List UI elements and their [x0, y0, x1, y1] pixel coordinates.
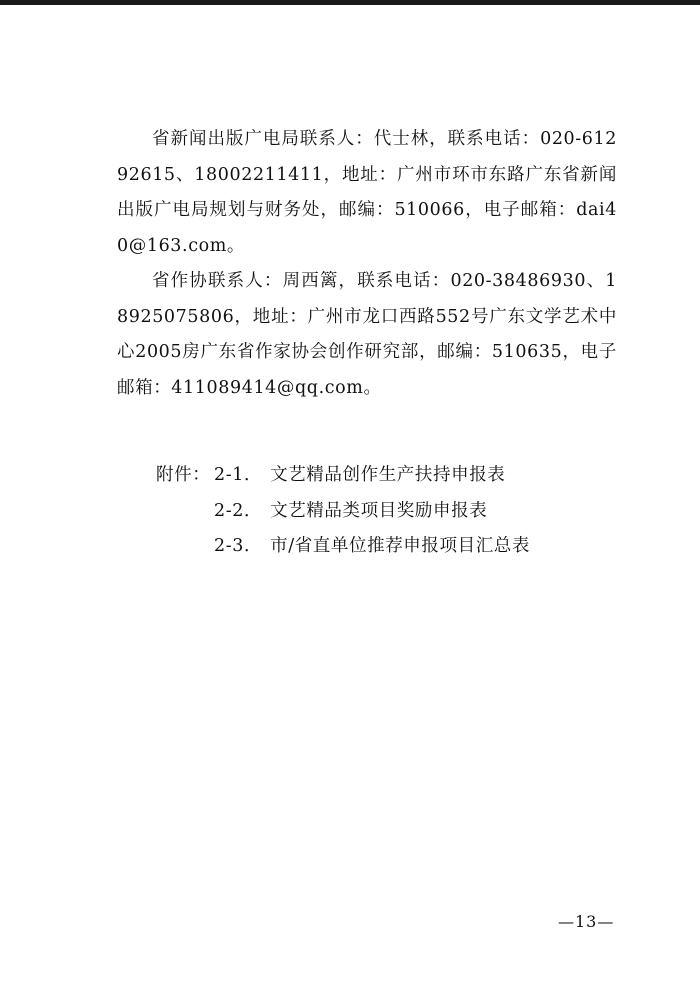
- attachment-item: [156, 494, 616, 530]
- attachment-item: [156, 458, 616, 494]
- attachment-title: 文艺精品创作生产扶持申报表: [270, 465, 506, 485]
- top-border-rule: [0, 0, 700, 5]
- attachment-code: 2-2．: [214, 500, 263, 521]
- attachment-item: [156, 529, 616, 565]
- press-bureau-contact-paragraph: 省新闻出版广电局联系人：代士林，联系电话：020-61292615、18002211411，地址：广州市环市东路广东省新闻出版广电局规划与财务处，邮编：510066，电子邮箱：dai40@163.com。: [117, 129, 617, 256]
- page-number: —13—: [558, 912, 615, 931]
- attachment-title: 文艺精品类项目奖励申报表: [270, 500, 488, 521]
- attachments-label-spacer: [156, 529, 214, 565]
- attachment-title: 市/省直单位推荐申报项目汇总表: [270, 536, 530, 556]
- attachments-list: [156, 458, 616, 565]
- attachments-label: 附件：: [156, 465, 211, 485]
- writers-association-contact-paragraph: 省作协联系人：周西篱，联系电话：020-38486930、18925075806，地址：广州市龙口西路552号广东文学艺术中心2005房广东省作家协会创作研究部，邮编：510635，电子邮箱：411089414@qq.com。: [117, 271, 617, 398]
- attachment-code: 2-1．: [214, 465, 263, 485]
- contact-section: [117, 122, 617, 406]
- attachment-code: 2-3．: [214, 536, 263, 556]
- attachments-label-spacer: [156, 494, 214, 530]
